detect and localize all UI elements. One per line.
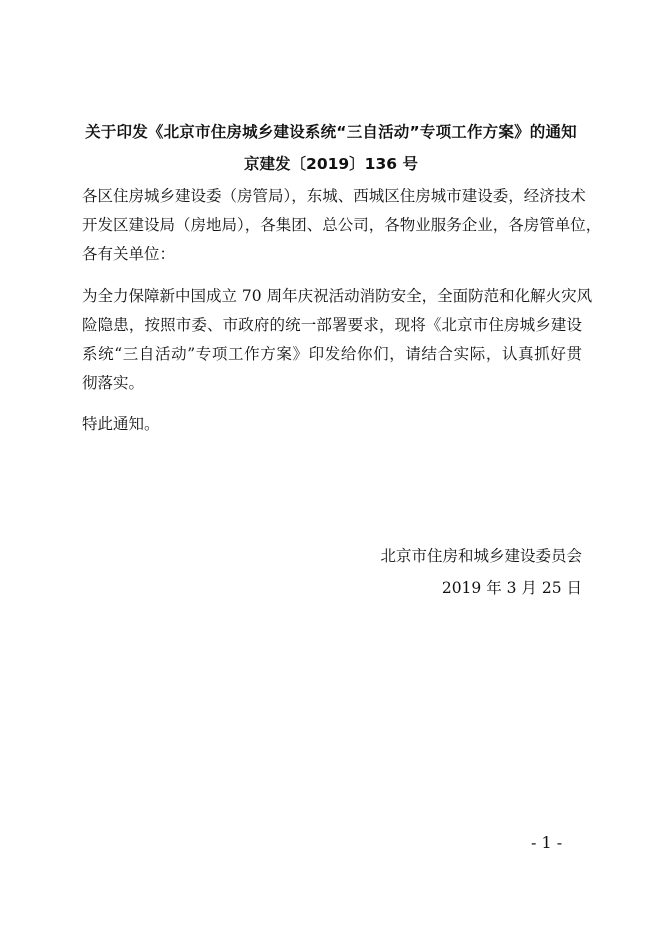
document-title: 关于印发《北京市住房城乡建设系统“三自活动”专项工作方案》的通知 xyxy=(85,123,577,141)
signature-block xyxy=(380,540,582,604)
addressee-line: 开发区建设局（房地局），各集团、总公司，各物业服务企业，各房管单位， xyxy=(82,216,602,234)
issuer-name: 北京市住房和城乡建设委员会 xyxy=(380,547,582,565)
body-line: 险隐患，按照市委、市政府的统一部署要求，现将《北京市住房城乡建设 xyxy=(82,316,582,334)
body-line: 系统“三自活动”专项工作方案》印发给你们，请结合实际，认真抓好贯 xyxy=(82,345,582,363)
body-line: 为全力保障新中国成立 70 周年庆祝活动消防安全，全面防范和化解火灾风 xyxy=(82,287,593,305)
addressee-line: 各有关单位： xyxy=(82,245,176,263)
body-line: 彻落实。 xyxy=(82,374,145,392)
addressee-paragraph xyxy=(82,182,602,269)
closing-line xyxy=(82,410,582,439)
addressee-line: 各区住房城乡建设委（房管局），东城、西城区住房城市建设委，经济技术 xyxy=(82,187,586,205)
page-number: - 1 - xyxy=(531,833,563,852)
document-number: 京建发〔2019〕136 号 xyxy=(244,155,418,173)
closing-text: 特此通知。 xyxy=(82,415,160,433)
issue-date: 2019 年 3 月 25 日 xyxy=(441,579,582,597)
body-paragraph xyxy=(82,282,593,398)
